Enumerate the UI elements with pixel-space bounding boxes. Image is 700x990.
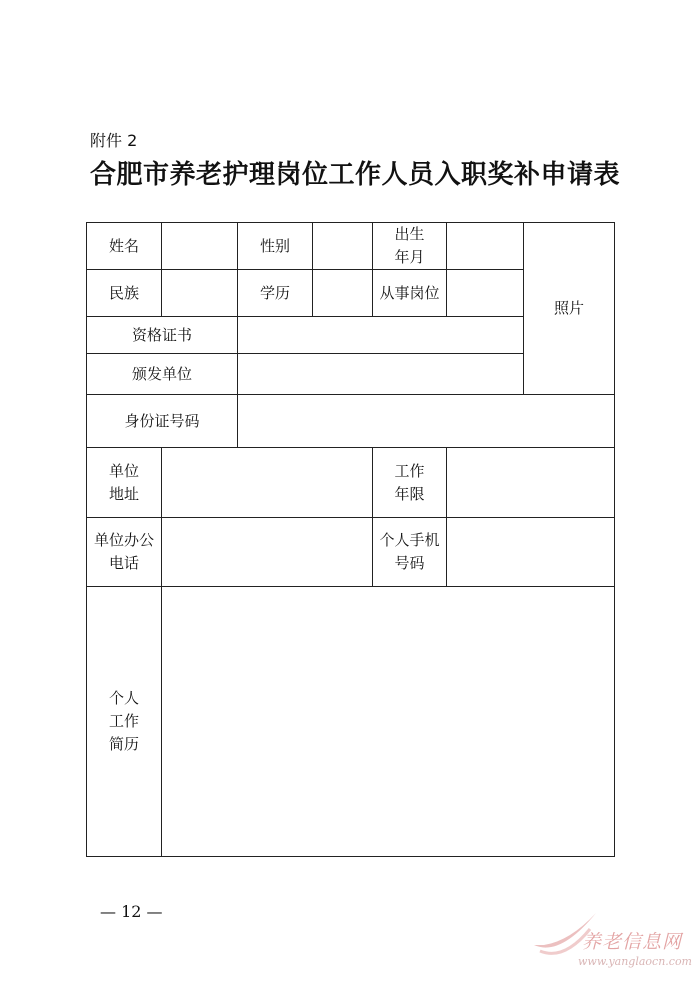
resume-field[interactable]	[162, 587, 615, 857]
office-phone-label-line1: 单位办公	[93, 531, 154, 549]
education-label: 学历	[238, 270, 313, 317]
id-number-field[interactable]	[238, 395, 615, 448]
application-form-table	[86, 222, 615, 857]
position-field[interactable]	[447, 270, 524, 317]
resume-label	[87, 587, 162, 857]
issuer-field[interactable]	[238, 354, 524, 395]
watermark-url: www.yanglaocn.com	[578, 955, 692, 968]
address-label	[87, 448, 162, 518]
watermark-text: 养老信息网	[582, 931, 683, 953]
ethnicity-field[interactable]	[162, 270, 238, 317]
office-phone-label-line2: 电话	[108, 554, 139, 572]
birth-label-line1: 出生	[394, 225, 425, 243]
office-phone-field[interactable]	[162, 518, 373, 587]
position-label: 从事岗位	[373, 270, 447, 317]
id-number-label: 身份证号码	[87, 395, 238, 448]
address-label-line2: 地址	[108, 484, 139, 503]
page-title: 合肥市养老护理岗位工作人员入职奖补申请表	[90, 160, 621, 190]
office-phone-label	[87, 518, 162, 587]
address-label-line1: 单位	[108, 461, 139, 480]
mobile-field[interactable]	[447, 518, 615, 587]
photo-box[interactable]	[524, 223, 615, 395]
address-field[interactable]	[162, 448, 373, 518]
work-years-label-line1: 工作	[394, 461, 425, 480]
mobile-label	[373, 518, 447, 587]
work-years-field[interactable]	[447, 448, 615, 518]
name-label: 姓名	[87, 223, 162, 270]
work-years-label-line2: 年限	[394, 484, 425, 503]
photo-label: 照片	[553, 299, 584, 317]
certificate-label: 资格证书	[87, 317, 238, 354]
attachment-label: 附件 2	[90, 131, 138, 150]
work-years-label	[373, 448, 447, 518]
resume-label-line2: 工作	[108, 712, 139, 730]
gender-label: 性别	[238, 223, 313, 270]
mobile-label-line2: 号码	[394, 554, 425, 572]
resume-label-line3: 简历	[108, 735, 139, 753]
watermark	[530, 905, 695, 975]
page-number: — 12 —	[100, 902, 163, 921]
education-field[interactable]	[313, 270, 373, 317]
resume-label-line1: 个人	[108, 689, 139, 707]
ethnicity-label: 民族	[87, 270, 162, 317]
birth-label-line2: 年月	[394, 248, 425, 266]
birth-label	[373, 223, 447, 270]
mobile-label-line1: 个人手机	[379, 531, 440, 549]
gender-field[interactable]	[313, 223, 373, 270]
certificate-field[interactable]	[238, 317, 524, 354]
issuer-label: 颁发单位	[87, 354, 238, 395]
birth-field[interactable]	[447, 223, 524, 270]
name-field[interactable]	[162, 223, 238, 270]
